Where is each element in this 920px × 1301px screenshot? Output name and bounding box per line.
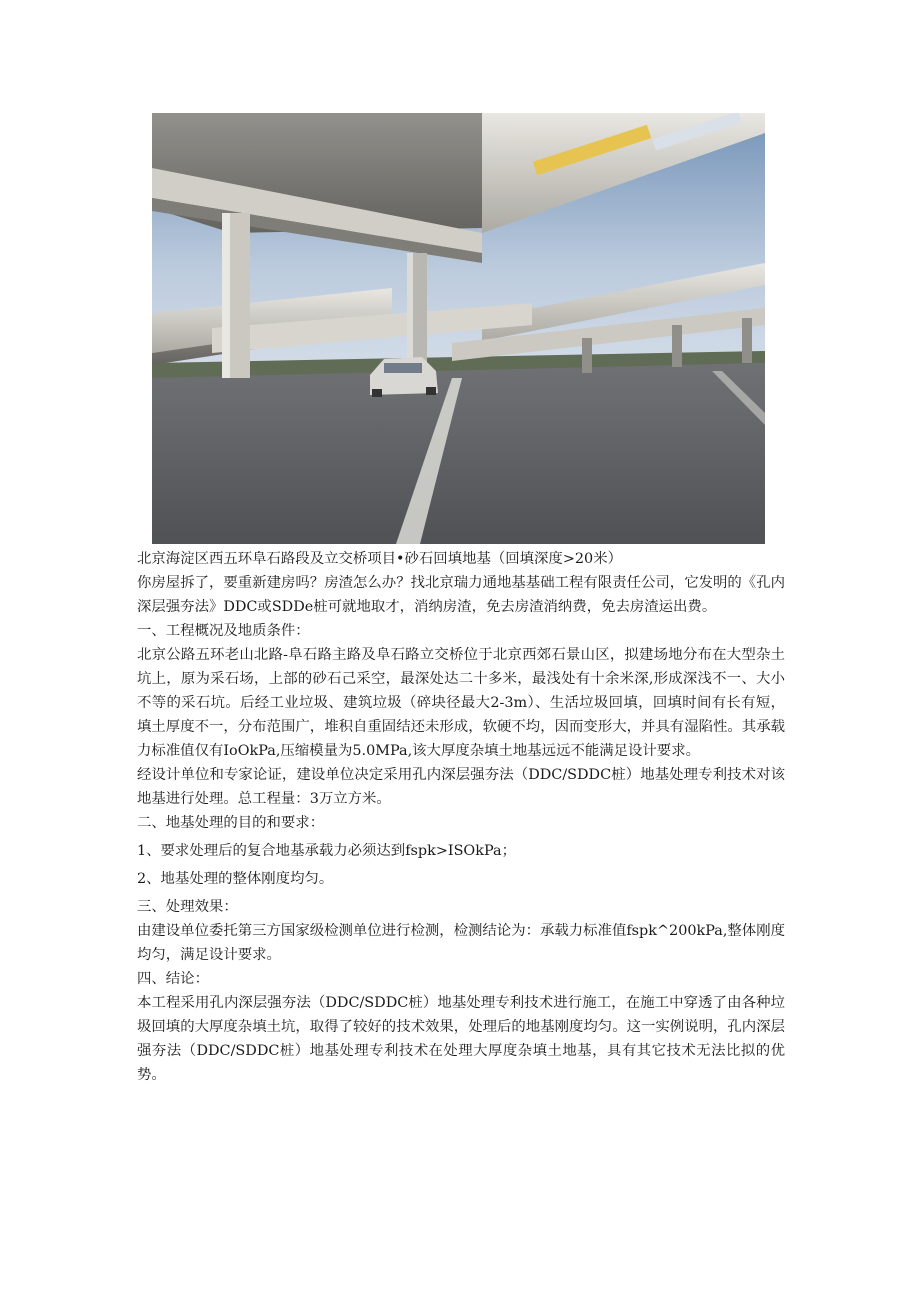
section1-paragraph-2: 经设计单位和专家论证，建设单位决定采用孔内深层强夯法（DDC/SDDC桩）地基处理专利技术对该地基进行处理。总工程量：3万立方米。	[137, 767, 785, 807]
requirement-item-1: 1、要求处理后的复合地基承载力必须达到fspk>ISOkPa；	[137, 843, 516, 859]
photo-caption: 北京海淀区西五环阜石路段及立交桥项目•砂石回填地基（回填深度>20米）	[137, 551, 622, 567]
section4-heading: 四、结论：	[137, 971, 209, 987]
intro-paragraph: 你房屋拆了，要重新建房吗？房渣怎么办？找北京瑞力通地基基础工程有限责任公司，它发明的《孔内深层强夯法》DDC或SDDe桩可就地取才，消纳房渣，免去房渣消纳费，免去房渣运出费。	[137, 575, 785, 615]
article-body	[137, 547, 785, 1087]
section2-heading: 二、地基处理的目的和要求：	[137, 815, 325, 831]
overpass-photo	[152, 113, 765, 544]
section4-paragraph: 本工程采用孔内深层强夯法（DDC/SDDC桩）地基处理专利技术进行施工，在施工中穿透了由各种垃圾回填的大厚度杂填土坑，取得了较好的技术效果，处理后的地基刚度均匀。这一实例说明，孔内深层强夯法（DDC/SDDC桩）地基处理专利技术在处理大厚度杂填土地基，具有其它技术无法比拟的优势。	[137, 995, 785, 1083]
section1-paragraph: 北京公路五环老山北路-阜石路主路及阜石路立交桥位于北京西郊石景山区，拟建场地分布在大型杂土坑上，原为采石场，上部的砂石己采空，最深处达二十多米，最浅处有十余米深,形成深浅不一、大小不等的采石坑。后经工业垃圾、建筑垃圾（碎块径最大2-3m）、生活垃圾回填，回填时间有长有短，填土厚度不一，分布范围广，堆积自重固结还未形成，软硬不均，因而变形大，并具有湿陷性。其承载力标准值仅有IoOkPa,压缩模量为5.0MPa,该大厚度杂填土地基远远不能满足设计要求。	[137, 647, 785, 759]
overpass-illustration	[152, 113, 765, 544]
section3-heading: 三、处理效果：	[137, 899, 238, 915]
section1-heading: 一、工程概况及地质条件：	[137, 623, 310, 639]
section3-paragraph: 由建设单位委托第三方国家级检测单位进行检测，检测结论为：承载力标准值fspk^200kPa,整体刚度均匀，满足设计要求。	[137, 923, 785, 963]
requirement-item-2: 2、地基处理的整体刚度均匀。	[137, 871, 334, 887]
